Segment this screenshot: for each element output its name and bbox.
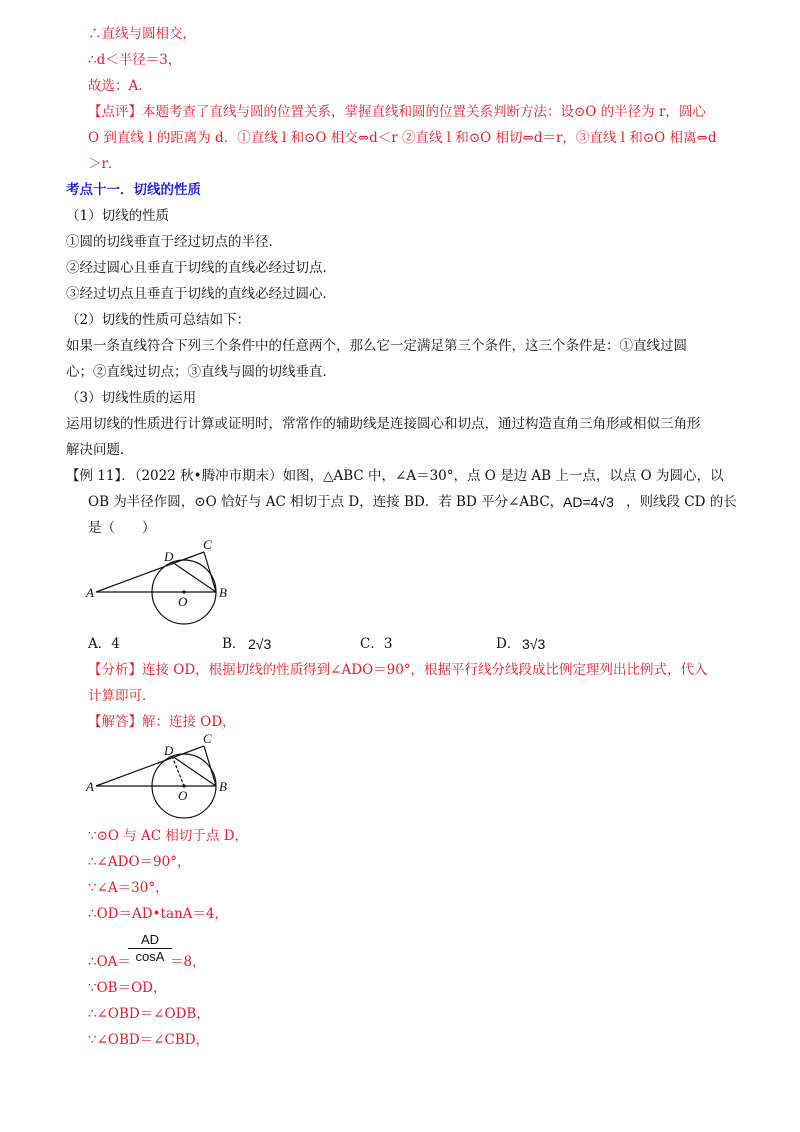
text-line: ∴OA＝ xyxy=(88,954,131,970)
label-b: B xyxy=(219,585,227,600)
text-line: ②经过圆心且垂直于切线的直线必经过切点． xyxy=(66,260,336,276)
text-line: ∵∠A＝30°， xyxy=(88,880,169,896)
ad-equation: AD=4√3 xyxy=(563,494,614,510)
text-line: ∵∠OBD＝∠CBD， xyxy=(88,1032,210,1048)
text-line: ∵OB＝OD， xyxy=(88,980,167,996)
text-line: D． xyxy=(496,636,521,652)
fraction-ad-cosa xyxy=(128,932,172,965)
text-line: （3）切线性质的运用 xyxy=(66,390,197,406)
text-line: ∴d＜半径＝3， xyxy=(88,52,182,68)
label-o-2: O xyxy=(178,788,188,803)
label-o: O xyxy=(178,594,188,609)
text-line: ∴∠OBD＝∠ODB， xyxy=(88,1006,210,1022)
text-line: 【解答】解：连接 OD， xyxy=(88,714,236,730)
label-a-2: A xyxy=(86,779,94,794)
text-line: 心；②直线过切点；③直线与圆的切线垂直． xyxy=(66,364,336,380)
fraction-denominator: cosA xyxy=(135,949,165,964)
text-line: 故选：A． xyxy=(88,78,152,94)
text-line: （1）切线的性质 xyxy=(66,208,170,224)
option-d-value: 3√3 xyxy=(522,636,546,652)
text-line: ∴OD＝AD•tanA＝4， xyxy=(88,906,229,922)
text-line: 是（ ） xyxy=(88,520,156,536)
text-line: （2）切线的性质可总结如下： xyxy=(66,312,251,328)
geometry-figure-question xyxy=(82,540,242,630)
text-line: OB 为半径作圆，⊙O 恰好与 AC 相切于点 D，连接 BD．若 BD 平分∠ABC， xyxy=(88,494,564,510)
geometry-figure-solution xyxy=(82,734,242,824)
option-b-value: 2√3 xyxy=(248,636,272,652)
label-b-2: B xyxy=(219,779,227,794)
text-line: ③经过切点且垂直于切线的直线必经过圆心． xyxy=(66,286,336,302)
label-c: C xyxy=(203,540,212,552)
text-line: 考点十一．切线的性质 xyxy=(66,182,201,198)
text-line: 【例 11】．（2022 秋•腾冲市期末）如图，△ABC 中，∠A＝30°，点 O 是边 AB 上一点，以点 O 为圆心，以 xyxy=(66,468,724,484)
label-a: A xyxy=(86,585,94,600)
text-line: 【点评】本题考查了直线与圆的位置关系，掌握直线和圆的位置关系判断方法：设⊙O 的半径为 r，圆心 xyxy=(88,104,706,120)
text-line: 运用切线的性质进行计算或证明时，常常作的辅助线是连接圆心和切点，通过构造直角三角形或相似三角形 xyxy=(66,416,701,432)
fraction-numerator: AD xyxy=(128,932,172,949)
text-line: 计算即可． xyxy=(88,688,156,704)
text-line: ①圆的切线垂直于经过切点的半径． xyxy=(66,234,282,250)
text-line: 【分析】连接 OD，根据切线的性质得到∠ADO＝90°，根据平行线分线段成比例定理列出比例式，代入 xyxy=(88,662,708,678)
label-d-2: D xyxy=(164,743,174,758)
text-line: ，则线段 CD 的长 xyxy=(626,494,737,510)
text-line: ∴∠ADO＝90°， xyxy=(88,854,191,870)
text-line: 如果一条直线符合下列三个条件中的任意两个，那么它一定满足第三个条件，这三个条件是：①直线过圆 xyxy=(66,338,687,354)
text-line: ∴直线与圆相交， xyxy=(88,26,196,42)
text-line: C．3 xyxy=(360,636,393,652)
label-c-2: C xyxy=(203,734,212,746)
text-line: ＞r． xyxy=(88,156,122,172)
text-line: B． xyxy=(222,636,246,652)
text-line: 解决问题． xyxy=(66,442,134,458)
text-line: O 到直线 l 的距离为 d．①直线 l 和⊙O 相交⇔d＜r ②直线 l 和⊙O 相切⇔d＝r，③直线 l 和⊙O 相离⇔d xyxy=(88,130,717,146)
label-d: D xyxy=(164,549,174,564)
text-line: A．4 xyxy=(88,636,120,652)
text-line: ＝8， xyxy=(170,954,206,970)
text-line: ∵⊙O 与 AC 相切于点 D， xyxy=(88,828,249,844)
